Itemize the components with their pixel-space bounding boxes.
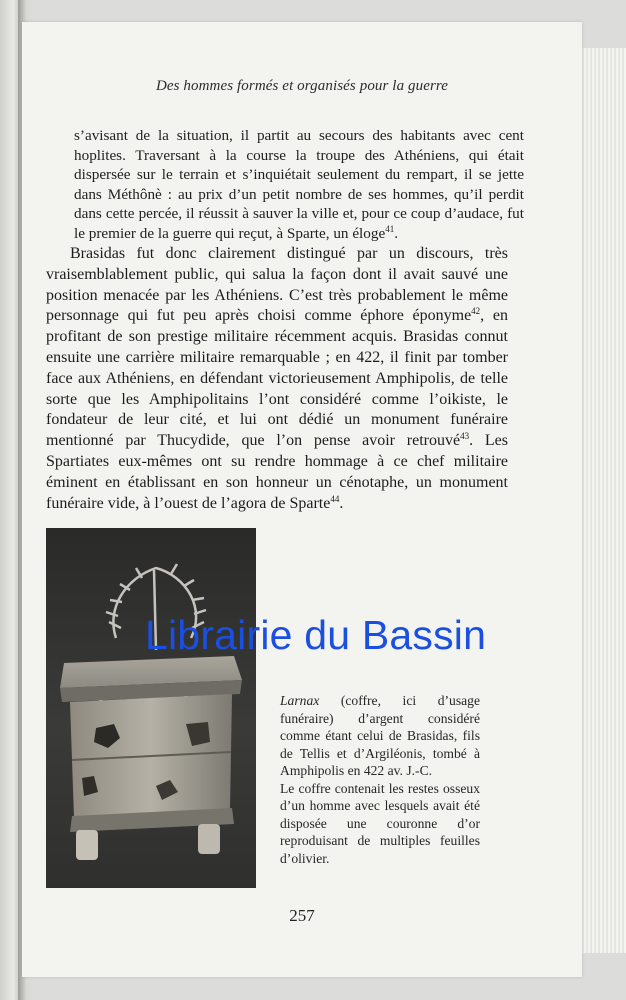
body-text-2: , en profitant de son prestige militaire récemment acquis. Brasidas connut ensuite une carrière militaire remarquable ; en 422, il finit par tomber face aux Athéniens, en défendant victorieusement Amphipolis, de telle sorte que les Amphipolitains l’ont considéré comme l’oikiste, le fondateur de leur cité, et lui ont dédié un monument funéraire mentionné par Thucydide, que l’on pense avoir retrouvé	[46, 307, 508, 450]
running-head: Des hommes formés et organisés pour la guerre	[155, 78, 449, 94]
body-text-1: Brasidas fut donc clairement distingué par un discours, très vraisemblablement public, qui salua la façon dont il avait sauvé une position menacée par les Athéniens. C’est très probablement le même personnage qui fut peu après choisi comme éphore éponyme	[46, 245, 508, 325]
page-stack	[580, 48, 626, 953]
block-quote	[74, 126, 524, 243]
footnote-ref-41: 41	[385, 223, 395, 234]
body-text-4: .	[339, 494, 344, 512]
body-paragraph	[46, 244, 508, 514]
footnote-ref-43: 43	[460, 431, 470, 442]
larnax-illustration	[46, 528, 256, 888]
quote-end: .	[394, 224, 398, 242]
book-page	[22, 22, 582, 977]
footnote-ref-42: 42	[471, 306, 481, 317]
footnote-ref-44: 44	[330, 493, 340, 504]
body-text-3: . Les Spartiates eux-mêmes ont su rendre hommage à ce chef militaire éminent en établissant en son honneur un cénotaphe, un monument funéraire vide, à l’ouest de l’agora de Sparte	[46, 432, 508, 512]
larnax-photo	[46, 528, 256, 888]
watermark-text: Librairie du Bassin	[145, 612, 487, 658]
figure-caption	[280, 692, 480, 867]
caption-term: Larnax	[280, 693, 320, 708]
quote-text: s’avisant de la situation, il partit au secours des habitants avec cent hoplites. Traversant à la course la troupe des Athéniens, qui était dispersée sur le terrain et s’inquiétait seulement du rempart, il se jette dans Méthônè : au prix d’un petit nombre de ses hommes, qu’il perdit dans cette percée, il réussit à sauver la ville et, pour ce coup d’audace, fut le premier de la guerre qui reçut, à Sparte, un éloge	[74, 127, 524, 242]
caption-text-2: Le coffre contenait les restes osseux d’un homme avec lesquels avait été disposée une couronne d’or reproduisant de multiples feuilles d’olivier.	[280, 780, 480, 866]
page-number: 257	[289, 906, 315, 925]
caption-text-1: (coffre, ici d’usage funéraire) d’argent considéré comme étant celui de Brasidas, fils de Tellis et d’Argiléonis, tombé à Amphipolis en 422 av. J.-C.	[280, 693, 480, 778]
